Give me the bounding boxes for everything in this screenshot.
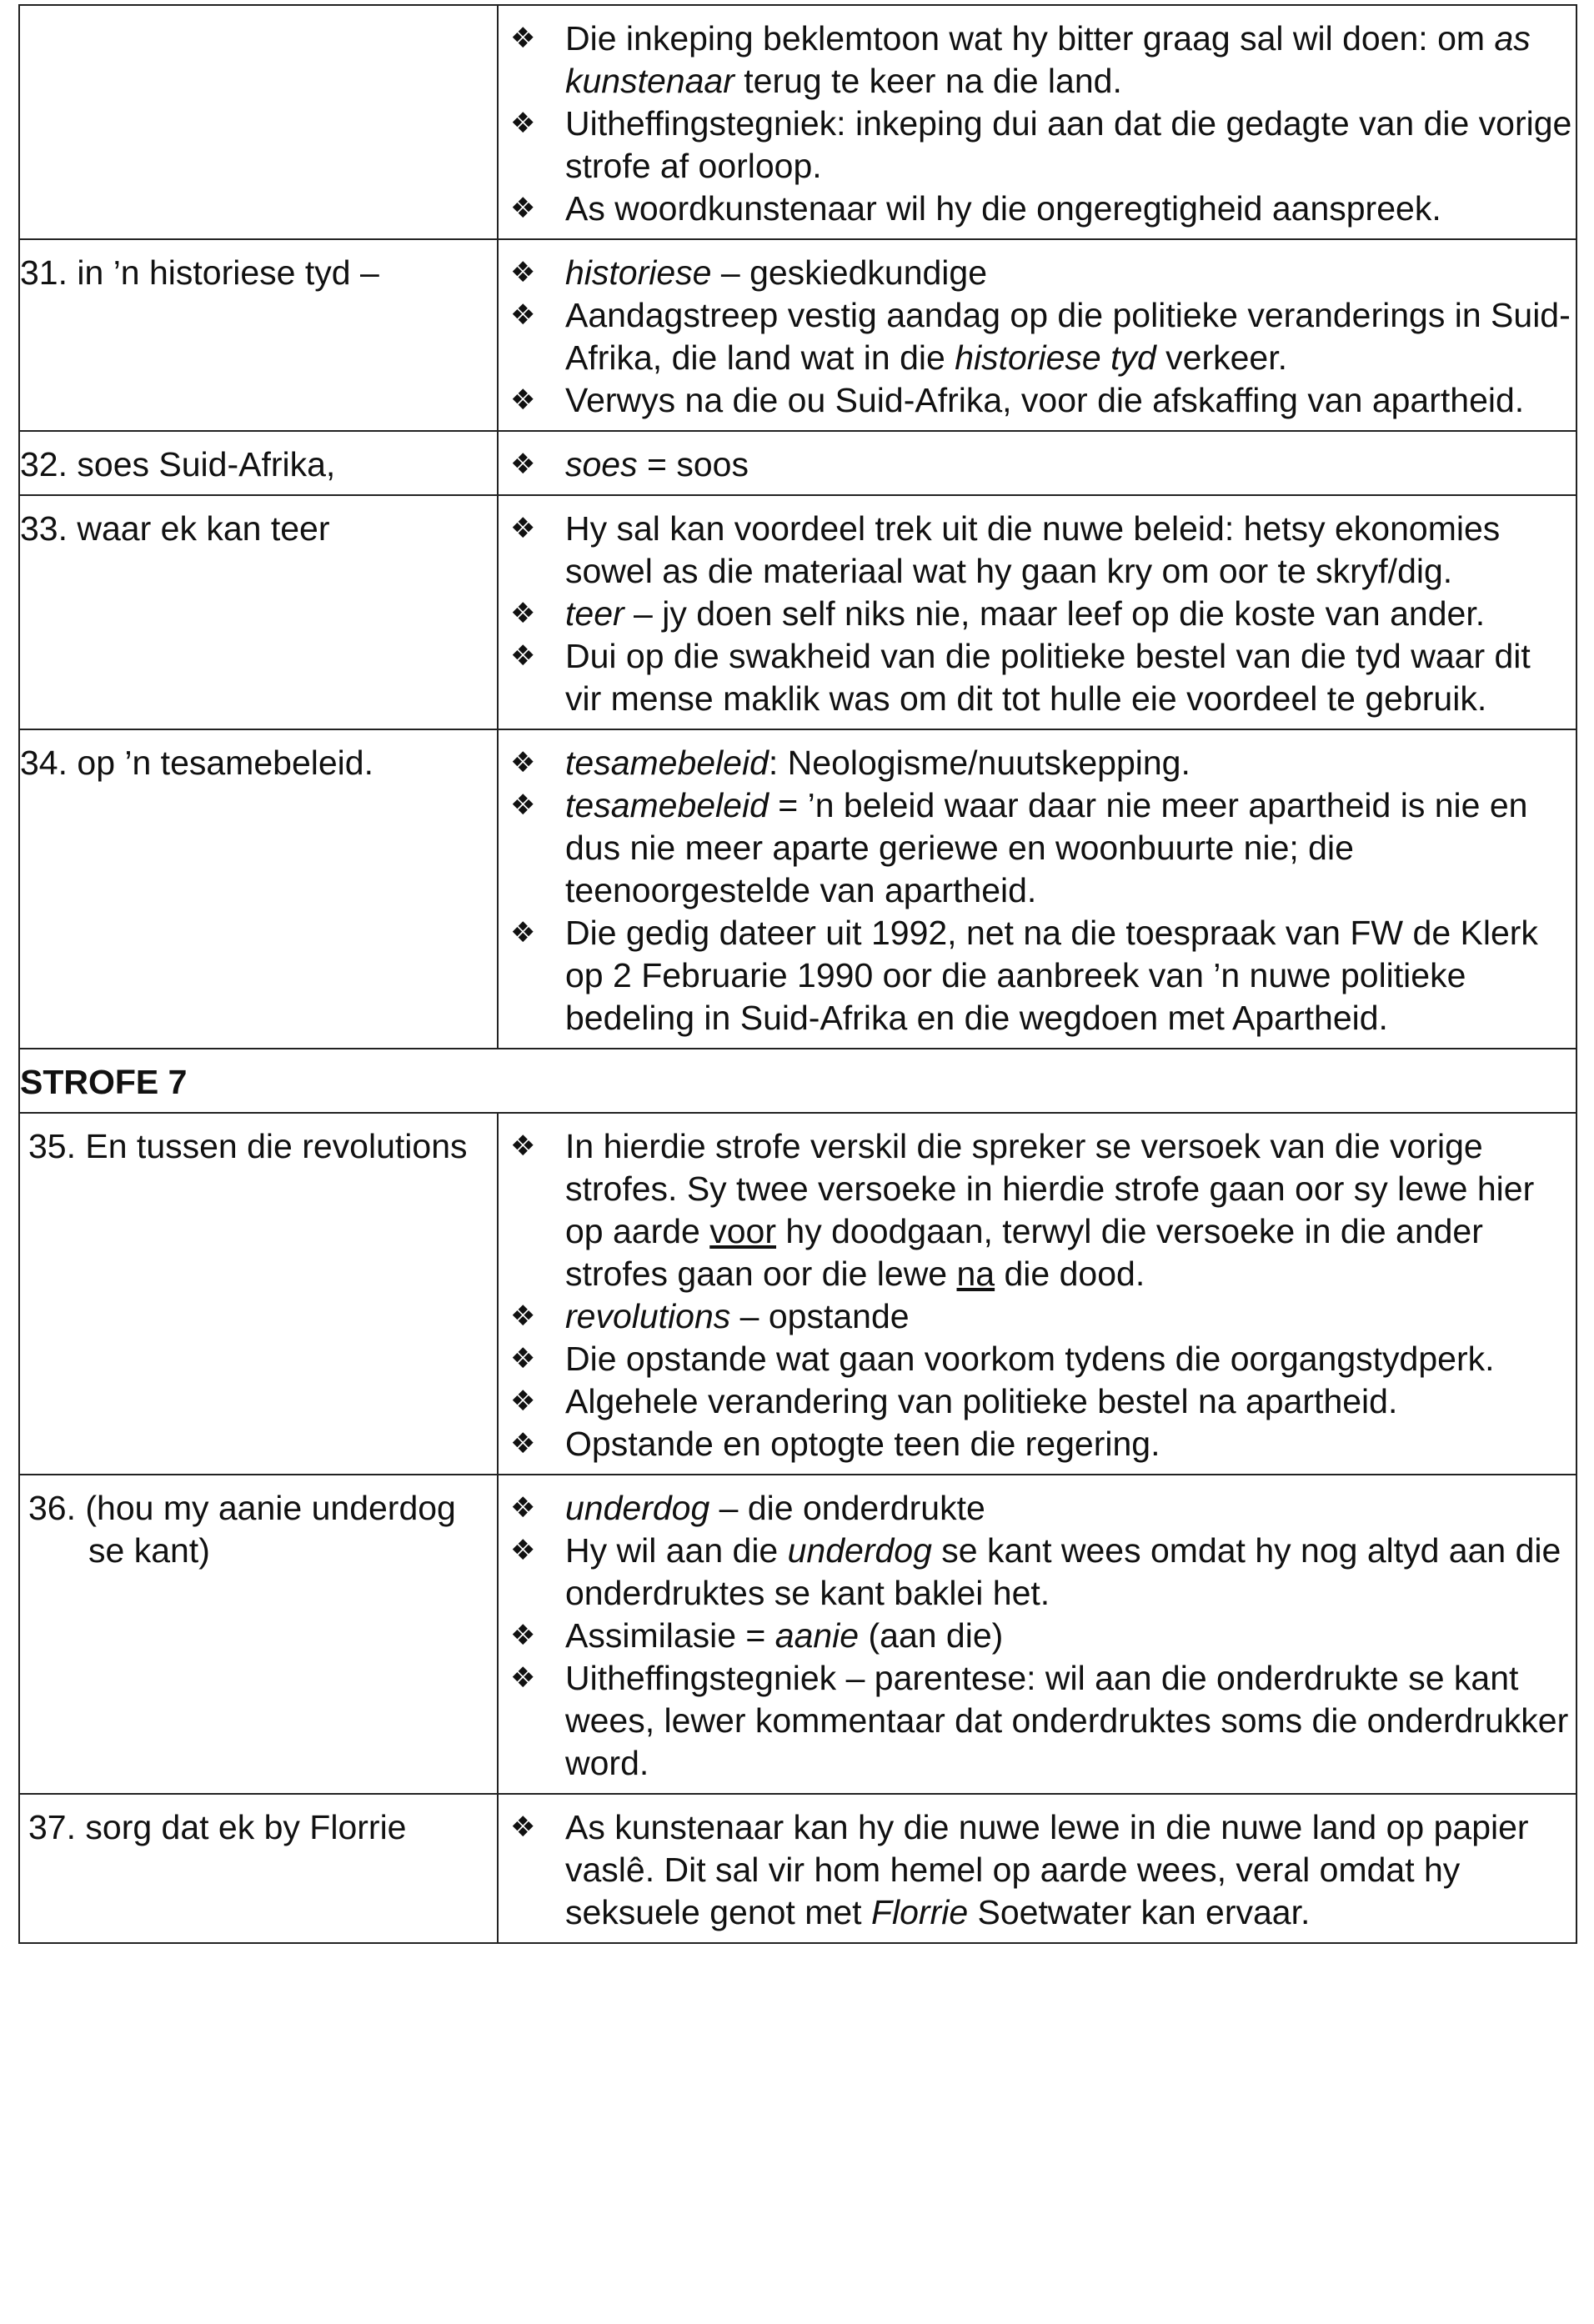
poem-line-text: 33. waar ek kan teer xyxy=(20,509,330,548)
commentary-point xyxy=(499,1657,1576,1785)
commentary-list xyxy=(499,1806,1576,1934)
commentary-text: – geskiedkundige xyxy=(711,253,988,292)
commentary-text: Hy wil aan die xyxy=(565,1531,788,1570)
commentary-cell xyxy=(498,1475,1576,1794)
four-diamond-bullet-icon: ❖ xyxy=(510,1300,536,1333)
four-diamond-bullet-icon: ❖ xyxy=(510,1619,536,1652)
italic-term: soes xyxy=(565,445,638,483)
commentary-point xyxy=(499,1615,1576,1657)
commentary-text: – die onderdrukte xyxy=(709,1489,985,1527)
poem-line-cell xyxy=(19,1113,498,1475)
commentary-point xyxy=(499,742,1576,784)
commentary-cell xyxy=(498,1794,1576,1943)
four-diamond-bullet-icon: ❖ xyxy=(510,1811,536,1844)
commentary-point xyxy=(499,1530,1576,1615)
commentary-table xyxy=(18,4,1577,1944)
commentary-text: Die gedig dateer uit 1992, net na die toespraak van FW de Klerk op 2 Februarie 1990 oor die aanbreek van ’n nuwe politieke bedeling in Suid-Afrika en die wegdoen met Apartheid. xyxy=(565,914,1538,1037)
italic-term: Florrie xyxy=(870,1893,969,1931)
commentary-point xyxy=(499,1125,1576,1295)
commentary-point xyxy=(499,1295,1576,1338)
italic-term: revolutions xyxy=(565,1297,731,1335)
poem-line-cell xyxy=(19,1475,498,1794)
poem-line-text: 35. En tussen die revolutions xyxy=(28,1127,468,1165)
commentary-point xyxy=(499,784,1576,912)
four-diamond-bullet-icon: ❖ xyxy=(510,448,536,481)
underlined-term: na xyxy=(956,1255,995,1293)
commentary-cell xyxy=(498,1113,1576,1475)
italic-term: aanie xyxy=(774,1616,860,1655)
underlined-term: voor xyxy=(709,1212,777,1250)
table-row xyxy=(19,239,1576,431)
commentary-text: Die inkeping beklemtoon wat hy bitter graag sal wil doen: om xyxy=(565,19,1495,58)
commentary-list xyxy=(499,742,1576,1039)
table-row xyxy=(19,1113,1576,1475)
table-row xyxy=(19,431,1576,495)
commentary-text: Uitheffingstegniek – parentese: wil aan die onderdrukte se kant wees, lewer kommentaar dat onderdruktes soms die onderdrukker word. xyxy=(565,1659,1569,1782)
commentary-text: = ’n beleid waar daar nie meer apartheid is nie en dus nie meer aparte geriewe en woonbuurte nie; die teenoorgestelde van apartheid. xyxy=(565,786,1528,909)
poem-line-cell xyxy=(19,239,498,431)
table-row xyxy=(19,729,1576,1049)
commentary-list xyxy=(499,443,1576,486)
four-diamond-bullet-icon: ❖ xyxy=(510,1661,536,1695)
commentary-list xyxy=(499,18,1576,230)
poem-line-cell xyxy=(19,495,498,729)
italic-term: teer xyxy=(565,594,624,633)
poem-line-text: 32. soes Suid-Afrika, xyxy=(20,445,336,483)
four-diamond-bullet-icon: ❖ xyxy=(510,383,536,417)
commentary-text: Algehele verandering van politieke bestel na apartheid. xyxy=(565,1382,1398,1420)
commentary-text: In hierdie strofe verskil die spreker se versoek van die vorige strofes. Sy twee versoeke in hierdie strofe gaan oor sy lewe hier op aarde xyxy=(565,1127,1535,1250)
commentary-text: terug te keer na die land. xyxy=(734,62,1122,100)
four-diamond-bullet-icon: ❖ xyxy=(510,1129,536,1163)
commentary-point xyxy=(499,103,1576,188)
four-diamond-bullet-icon: ❖ xyxy=(510,1427,536,1460)
commentary-cell xyxy=(498,5,1576,239)
table-row xyxy=(19,1794,1576,1943)
commentary-point xyxy=(499,252,1576,294)
commentary-text: Soetwater kan ervaar. xyxy=(968,1893,1311,1931)
italic-term: underdog xyxy=(787,1531,932,1570)
poem-line-text: 34. op ’n tesamebeleid. xyxy=(20,744,373,782)
commentary-text: As kunstenaar kan hy die nuwe lewe in die nuwe land op papier vaslê. Dit sal vir hom hemel op aarde wees, veral omdat hy seksuele genot met xyxy=(565,1808,1529,1931)
four-diamond-bullet-icon: ❖ xyxy=(510,192,536,225)
commentary-text: Uitheffingstegniek: inkeping dui aan dat die gedagte van die vorige strofe af oorloop. xyxy=(565,104,1572,185)
four-diamond-bullet-icon: ❖ xyxy=(510,639,536,673)
table-row xyxy=(19,495,1576,729)
commentary-text: – opstande xyxy=(730,1297,910,1335)
commentary-text: – jy doen self niks nie, maar leef op die koste van ander. xyxy=(624,594,1486,633)
commentary-list xyxy=(499,1125,1576,1465)
commentary-point xyxy=(499,635,1576,720)
poem-line-text: 36. (hou my aanie underdog se kant) xyxy=(28,1489,456,1570)
commentary-point xyxy=(499,1487,1576,1530)
table-row xyxy=(19,1475,1576,1794)
commentary-text: Die opstande wat gaan voorkom tydens die oorgangstydperk. xyxy=(565,1340,1495,1378)
four-diamond-bullet-icon: ❖ xyxy=(510,597,536,630)
commentary-cell xyxy=(498,495,1576,729)
commentary-text: die dood. xyxy=(995,1255,1145,1293)
four-diamond-bullet-icon: ❖ xyxy=(510,746,536,779)
commentary-point xyxy=(499,912,1576,1039)
four-diamond-bullet-icon: ❖ xyxy=(510,298,536,332)
italic-term: tesamebeleid xyxy=(565,786,769,824)
commentary-text: : Neologisme/nuutskepping. xyxy=(768,744,1190,782)
italic-term: tesamebeleid xyxy=(565,744,769,782)
commentary-text: = soos xyxy=(637,445,749,483)
commentary-text: Verwys na die ou Suid-Afrika, voor die afskaffing van apartheid. xyxy=(565,381,1525,419)
four-diamond-bullet-icon: ❖ xyxy=(510,512,536,545)
four-diamond-bullet-icon: ❖ xyxy=(510,789,536,822)
commentary-text: (aan die) xyxy=(859,1616,1004,1655)
four-diamond-bullet-icon: ❖ xyxy=(510,1342,536,1375)
four-diamond-bullet-icon: ❖ xyxy=(510,107,536,140)
commentary-text: Aandagstreep vestig aandag op die politieke veranderings in Suid-Afrika, die land wat in die xyxy=(565,296,1571,377)
section-heading: STROFE 7 xyxy=(19,1049,1576,1113)
poem-line-cell xyxy=(19,729,498,1049)
commentary-point xyxy=(499,1338,1576,1380)
commentary-cell xyxy=(498,729,1576,1049)
four-diamond-bullet-icon: ❖ xyxy=(510,22,536,55)
italic-term: historiese xyxy=(565,253,712,292)
commentary-point xyxy=(499,1423,1576,1465)
italic-term: underdog xyxy=(565,1489,710,1527)
commentary-text: se kant wees omdat hy nog altyd aan die onderdruktes se kant baklei het. xyxy=(565,1531,1561,1612)
commentary-point xyxy=(499,1380,1576,1423)
commentary-cell xyxy=(498,431,1576,495)
italic-term: as kunstenaar xyxy=(565,19,1531,100)
commentary-text: verkeer. xyxy=(1155,338,1287,377)
commentary-table-body xyxy=(19,5,1576,1943)
four-diamond-bullet-icon: ❖ xyxy=(510,256,536,289)
commentary-point xyxy=(499,379,1576,422)
four-diamond-bullet-icon: ❖ xyxy=(510,916,536,949)
poem-line-cell xyxy=(19,1794,498,1943)
commentary-list xyxy=(499,252,1576,422)
commentary-point xyxy=(499,508,1576,593)
commentary-point xyxy=(499,188,1576,230)
poem-line-text: 31. in ’n historiese tyd – xyxy=(20,253,379,292)
commentary-text: Hy sal kan voordeel trek uit die nuwe beleid: hetsy ekonomies sowel as die materiaal wat hy gaan kry om oor te skryf/dig. xyxy=(565,509,1501,590)
commentary-point xyxy=(499,294,1576,379)
commentary-text: Dui op die swakheid van die politieke bestel van die tyd waar dit vir mense maklik was om dit tot hulle eie voordeel te gebruik. xyxy=(565,637,1531,718)
poem-line-cell xyxy=(19,5,498,239)
commentary-text: As woordkunstenaar wil hy die ongeregtigheid aanspreek. xyxy=(565,189,1441,228)
commentary-text: Assimilasie = xyxy=(565,1616,775,1655)
poem-line-text: 37. sorg dat ek by Florrie xyxy=(28,1808,407,1846)
four-diamond-bullet-icon: ❖ xyxy=(510,1534,536,1567)
commentary-point xyxy=(499,1806,1576,1934)
commentary-point xyxy=(499,443,1576,486)
commentary-text: Opstande en optogte teen die regering. xyxy=(565,1425,1160,1463)
commentary-list xyxy=(499,1487,1576,1785)
four-diamond-bullet-icon: ❖ xyxy=(510,1385,536,1418)
commentary-cell xyxy=(498,239,1576,431)
commentary-point xyxy=(499,18,1576,103)
four-diamond-bullet-icon: ❖ xyxy=(510,1491,536,1525)
section-row xyxy=(19,1049,1576,1113)
commentary-text: hy doodgaan, terwyl die versoeke in die ander strofes gaan oor die lewe xyxy=(565,1212,1483,1293)
commentary-point xyxy=(499,593,1576,635)
commentary-list xyxy=(499,508,1576,720)
italic-term: historiese tyd xyxy=(955,338,1156,377)
poem-line-cell xyxy=(19,431,498,495)
table-row xyxy=(19,5,1576,239)
